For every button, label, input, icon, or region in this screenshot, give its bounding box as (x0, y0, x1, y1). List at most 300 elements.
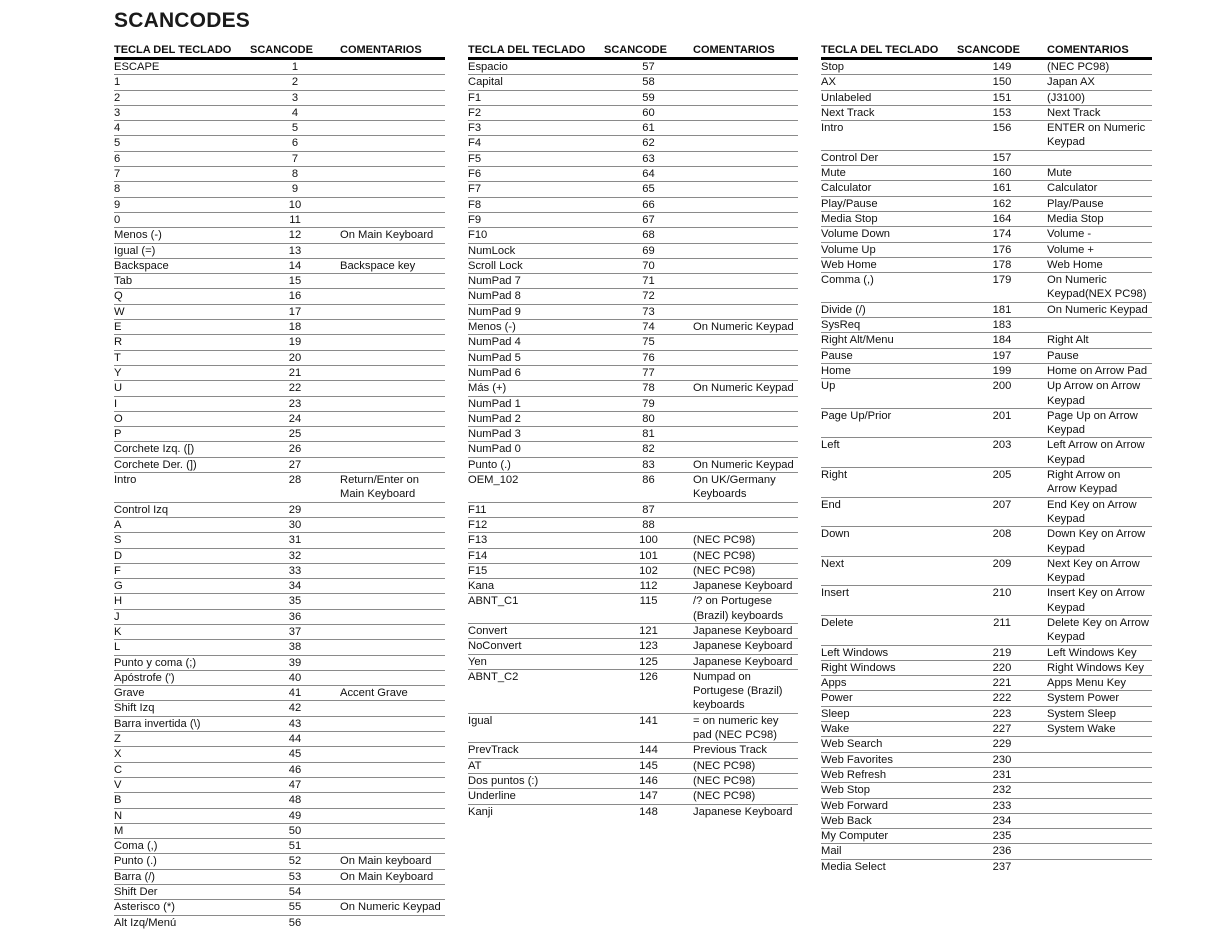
comment-cell (340, 381, 445, 395)
table-row (114, 397, 445, 412)
key-cell: Divide (/) (821, 303, 866, 316)
key-cell: My Computer (821, 830, 889, 843)
comment-cell (340, 701, 445, 715)
comment-cell: Insert Key on Arrow Keypad (1047, 587, 1145, 614)
table-row (821, 661, 1152, 676)
comment-cell (340, 442, 445, 456)
table-row (468, 624, 798, 639)
table-row (821, 722, 1152, 737)
page-title: SCANCODES (114, 9, 250, 32)
key-cell: End (821, 498, 841, 511)
comment-cell (1047, 829, 1152, 843)
table-row (114, 259, 445, 274)
comment-cell (340, 610, 445, 624)
table-row (468, 427, 798, 442)
key-cell: Igual (468, 714, 493, 727)
scancode-cell: 222 (992, 692, 1012, 705)
comment-cell (693, 228, 798, 242)
key-cell: I (114, 397, 118, 410)
comment-cell (340, 594, 445, 608)
comment-cell: Apps Menu Key (1047, 677, 1126, 690)
comment-cell: ENTER on Numeric Keypad (1047, 122, 1146, 149)
table-row (821, 691, 1152, 706)
comment-cell (340, 182, 445, 196)
scancode-cell: 125 (639, 655, 658, 668)
comment-cell (693, 289, 798, 303)
key-cell: Wake (821, 723, 850, 736)
comment-cell (693, 518, 798, 532)
comment-cell: On UK/Germany Keyboards (693, 474, 776, 501)
key-cell: E (114, 321, 122, 334)
table-row (821, 676, 1152, 691)
table-row (468, 136, 798, 151)
comment-cell (340, 640, 445, 654)
key-cell: Mail (821, 845, 842, 858)
comment-cell (340, 885, 445, 899)
table-row (821, 814, 1152, 829)
table-row (114, 549, 445, 564)
table-row (821, 258, 1152, 273)
scancode-cell: 229 (992, 738, 1012, 751)
table-row (114, 228, 445, 243)
comment-cell (1047, 737, 1152, 751)
comment-cell (693, 60, 798, 74)
key-cell: Up (821, 380, 836, 393)
table-row (468, 579, 798, 594)
scancode-cell: 102 (639, 564, 658, 577)
scancode-cell: 20 (288, 351, 302, 364)
scancode-cell: 63 (642, 152, 655, 165)
scancode-cell: 21 (288, 366, 302, 379)
table-row (114, 870, 445, 885)
table-row (114, 198, 445, 213)
table-row (821, 646, 1152, 661)
scancode-cell: 26 (288, 443, 302, 456)
key-cell: F14 (468, 549, 488, 562)
scancode-cell: 232 (992, 784, 1012, 797)
table-row (114, 518, 445, 533)
comment-cell: Accent Grave (340, 687, 408, 700)
scancode-cell: 219 (992, 646, 1012, 659)
scancode-cell: 25 (288, 428, 302, 441)
scancode-cell: 179 (992, 274, 1012, 287)
scancode-cell: 81 (642, 428, 655, 441)
table-row (468, 305, 798, 320)
comment-cell (693, 91, 798, 105)
key-cell: Grave (114, 687, 145, 700)
scancode-cell: 210 (992, 587, 1012, 600)
key-cell: Web Forward (821, 799, 888, 812)
table-row (821, 212, 1152, 227)
comment-cell (693, 182, 798, 196)
comment-cell (1047, 860, 1152, 874)
scancode-cell: 38 (288, 641, 302, 654)
key-cell: S (114, 534, 122, 547)
comment-cell: (NEC PC98) (1047, 61, 1110, 73)
comment-cell: Numpad on Portugese (Brazil) keyboards (693, 670, 783, 712)
table-row (114, 503, 445, 518)
key-cell: Z (114, 733, 121, 746)
key-cell: 3 (114, 106, 121, 119)
scancode-cell: 69 (642, 244, 655, 257)
scancode-cell: 100 (639, 534, 658, 547)
key-cell: ABNT_C1 (468, 595, 519, 608)
comment-cell (340, 656, 445, 670)
key-cell: Page Up/Prior (821, 409, 892, 422)
table-row (114, 366, 445, 381)
scancode-cell: 7 (291, 152, 299, 165)
table-row (114, 106, 445, 121)
key-cell: Dos puntos (:) (468, 774, 539, 787)
key-cell: F5 (468, 152, 482, 165)
scancode-cell: 9 (291, 183, 299, 196)
scancode-cell: 67 (642, 213, 655, 226)
key-cell: Más (+) (468, 382, 507, 395)
table-row (821, 753, 1152, 768)
scancode-table-2 (468, 42, 798, 819)
scancode-cell: 153 (992, 106, 1012, 119)
table-row (114, 305, 445, 320)
key-cell: W (114, 305, 125, 318)
table-row (821, 468, 1152, 498)
comment-cell (340, 366, 445, 380)
scancode-cell: 51 (288, 840, 302, 853)
scancode-cell: 162 (992, 197, 1012, 210)
comment-cell (693, 244, 798, 258)
key-cell: Web Home (821, 258, 877, 271)
comment-cell (693, 503, 798, 517)
table-row (114, 793, 445, 808)
comment-cell: Play/Pause (1047, 197, 1104, 210)
table-row (468, 743, 798, 758)
table-row (114, 564, 445, 579)
table-row (468, 670, 798, 714)
scancode-cell: 17 (288, 305, 302, 318)
comment-cell (340, 75, 445, 89)
scancode-cell: 16 (288, 290, 302, 303)
key-cell: NumPad 3 (468, 428, 521, 441)
table-row (821, 75, 1152, 90)
comment-cell (340, 763, 445, 777)
key-cell: Asterisco (*) (114, 901, 175, 914)
key-cell: N (114, 809, 123, 822)
header-scancode: SCANCODE (957, 44, 1020, 56)
scancode-cell: 18 (288, 321, 302, 334)
table-row (114, 458, 445, 473)
table-row (114, 136, 445, 151)
scancode-cell: 75 (642, 336, 655, 349)
table-row (468, 655, 798, 670)
table-row (821, 768, 1152, 783)
comment-cell (1047, 318, 1152, 332)
comment-cell (340, 427, 445, 441)
table-row (468, 228, 798, 243)
table-header (114, 42, 445, 60)
scancode-cell: 37 (288, 625, 302, 638)
comment-cell: Page Up on Arrow Keypad (1047, 409, 1138, 437)
table-row (114, 656, 445, 671)
table-row (821, 527, 1152, 557)
comment-cell: (NEC PC98) (693, 774, 756, 787)
scancode-cell: 156 (992, 122, 1012, 135)
table-row (114, 60, 445, 75)
header-key: TECLA DEL TECLADO (821, 44, 939, 56)
header-comments: COMENTARIOS (1047, 44, 1129, 56)
scancode-cell: 14 (288, 259, 302, 272)
key-cell: J (114, 610, 120, 623)
table-row (114, 335, 445, 350)
table-row (468, 121, 798, 136)
key-cell: Igual (=) (114, 244, 156, 257)
key-cell: Sleep (821, 707, 850, 720)
comment-cell (693, 121, 798, 135)
scancode-cell: 33 (288, 564, 302, 577)
comment-cell (340, 60, 445, 74)
scancode-cell: 227 (992, 723, 1012, 736)
scancode-cell: 62 (642, 137, 655, 150)
scancode-cell: 203 (992, 439, 1012, 452)
comment-cell: On Main Keyboard (340, 229, 434, 242)
table-header (821, 42, 1152, 60)
table-row (821, 498, 1152, 528)
scancode-cell: 74 (642, 321, 655, 334)
key-cell: NumPad 5 (468, 351, 521, 364)
table-row (821, 243, 1152, 258)
comment-cell (340, 412, 445, 426)
key-cell: PrevTrack (468, 744, 519, 757)
table-row (114, 701, 445, 716)
key-cell: Corchete Izq. ([) (114, 443, 195, 456)
comment-cell (1047, 753, 1152, 767)
comment-cell: Volume - (1047, 228, 1092, 241)
key-cell: Menos (-) (468, 321, 516, 334)
scancode-cell: 53 (288, 870, 302, 883)
table-row (821, 106, 1152, 121)
key-cell: NumPad 8 (468, 290, 521, 303)
comment-cell: (NEC PC98) (693, 790, 756, 803)
comment-cell: On Numeric Keypad (693, 458, 794, 471)
scancode-cell: 11 (289, 213, 301, 226)
scancode-cell: 157 (992, 151, 1012, 164)
key-cell: Espacio (468, 61, 508, 73)
comment-cell: On Numeric Keypad(NEX PC98) (1047, 274, 1147, 301)
table-row (114, 289, 445, 304)
comment-cell: Japanese Keyboard (693, 805, 793, 818)
key-cell: Kana (468, 580, 495, 593)
comment-cell (693, 167, 798, 181)
scancode-cell: 79 (642, 397, 655, 410)
scancode-cell: 5 (291, 122, 299, 135)
table-row (468, 412, 798, 427)
scancode-cell: 58 (642, 76, 655, 89)
table-row (468, 774, 798, 789)
table-row (821, 438, 1152, 468)
table-row (114, 473, 445, 503)
comment-cell (340, 136, 445, 150)
key-cell: Intro (821, 122, 844, 135)
key-cell: Left (821, 439, 840, 452)
table-row (821, 783, 1152, 798)
scancode-cell: 6 (291, 137, 299, 150)
table-row (821, 737, 1152, 752)
comment-cell: Home on Arrow Pad (1047, 364, 1148, 377)
scancode-cell: 47 (288, 778, 302, 791)
scancode-cell: 73 (642, 305, 655, 318)
comment-cell: (NEC PC98) (693, 534, 756, 547)
key-cell: X (114, 748, 122, 761)
table-row (114, 900, 445, 915)
table-row (114, 885, 445, 900)
scancode-cell: 65 (642, 183, 655, 196)
key-cell: G (114, 580, 123, 593)
comment-cell (693, 397, 798, 411)
comment-cell (340, 91, 445, 105)
table-header (468, 42, 798, 60)
table-row (114, 427, 445, 442)
table-row (468, 549, 798, 564)
table-row (821, 60, 1152, 75)
table-row (468, 366, 798, 381)
scancode-cell: 77 (642, 366, 655, 379)
scancode-cell: 112 (639, 580, 658, 593)
comment-cell (693, 213, 798, 227)
comment-cell: Left Windows Key (1047, 646, 1137, 659)
scancode-cell: 44 (288, 733, 302, 746)
table-row (468, 397, 798, 412)
scancode-cell: 22 (288, 382, 302, 395)
scancode-cell: 221 (992, 677, 1012, 690)
key-cell: NumPad 0 (468, 443, 521, 456)
table-row (821, 181, 1152, 196)
scancode-cell: 146 (639, 774, 658, 787)
scancode-cell: 12 (288, 229, 302, 242)
key-cell: Y (114, 366, 122, 379)
comment-cell (340, 518, 445, 532)
table-row (821, 227, 1152, 242)
scancode-cell: 48 (288, 794, 302, 807)
scancode-cell: 184 (992, 334, 1012, 347)
table-row (114, 167, 445, 182)
key-cell: Right Windows (821, 661, 896, 674)
key-cell: ESCAPE (114, 61, 160, 73)
key-cell: 9 (114, 198, 121, 211)
comment-cell (340, 916, 445, 930)
scancode-cell: 237 (992, 860, 1012, 873)
key-cell: F10 (468, 229, 488, 242)
key-cell: Punto (.) (114, 855, 157, 868)
scancode-table-3 (821, 42, 1152, 874)
key-cell: Control Der (821, 151, 879, 164)
comment-cell (693, 442, 798, 456)
comment-cell (693, 106, 798, 120)
key-cell: Stop (821, 61, 845, 73)
comment-cell (340, 106, 445, 120)
key-cell: F (114, 564, 121, 577)
comment-cell (340, 458, 445, 472)
comment-cell: Left Arrow on Arrow Keypad (1047, 439, 1145, 466)
table-row (114, 412, 445, 427)
comment-cell (340, 732, 445, 746)
scancode-cell: 46 (288, 763, 302, 776)
comment-cell (340, 198, 445, 212)
comment-cell: On Numeric Keypad (1047, 303, 1148, 316)
table-row (114, 640, 445, 655)
key-cell: Apps (821, 677, 847, 690)
comment-cell (340, 671, 445, 685)
table-row (821, 409, 1152, 439)
comment-cell: Japanese Keyboard (693, 580, 793, 593)
scancode-cell: 4 (291, 106, 299, 119)
key-cell: Web Favorites (821, 753, 893, 766)
table-row (114, 152, 445, 167)
scancode-cell: 27 (288, 458, 302, 471)
comment-cell (340, 213, 445, 227)
comment-cell: Right Arrow on Arrow Keypad (1047, 469, 1121, 496)
comment-cell (1047, 844, 1152, 858)
key-cell: Down (821, 528, 850, 541)
comment-cell: Delete Key on Arrow Keypad (1047, 616, 1149, 644)
key-cell: Barra (/) (114, 870, 156, 883)
table-row (821, 616, 1152, 646)
scancode-cell: 160 (992, 167, 1012, 180)
table-row (468, 458, 798, 473)
key-cell: V (114, 778, 122, 791)
key-cell: Shift Der (114, 886, 158, 899)
key-cell: Next (821, 557, 845, 570)
key-cell: Web Search (821, 738, 883, 751)
key-cell: A (114, 518, 122, 531)
comment-cell (340, 533, 445, 547)
scancode-cell: 211 (993, 616, 1011, 629)
table-row (114, 121, 445, 136)
scancode-cell: 123 (639, 640, 658, 653)
scancode-cell: 72 (642, 290, 655, 303)
key-cell: Shift Izq (114, 702, 155, 715)
key-cell: Intro (114, 474, 137, 487)
comment-cell: (NEC PC98) (693, 564, 756, 577)
scancode-cell: 82 (642, 443, 655, 456)
table-row (468, 473, 798, 503)
comment-cell (340, 793, 445, 807)
comment-cell (693, 75, 798, 89)
table-row (468, 594, 798, 624)
key-cell: Corchete Der. (]) (114, 458, 197, 471)
scancode-cell: 207 (992, 498, 1012, 511)
scancode-cell: 178 (992, 258, 1012, 271)
key-cell: Web Refresh (821, 768, 887, 781)
key-cell: Yen (468, 655, 487, 668)
scancode-cell: 181 (992, 303, 1012, 316)
scancode-cell: 8 (291, 168, 299, 181)
scancode-cell: 71 (642, 275, 655, 288)
comment-cell (340, 717, 445, 731)
key-cell: 8 (114, 183, 121, 196)
table-row (468, 759, 798, 774)
scancode-cell: 144 (639, 744, 658, 757)
comment-cell (693, 366, 798, 380)
comment-cell: Media Stop (1047, 212, 1104, 225)
scancode-cell: 174 (992, 228, 1012, 241)
key-cell: L (114, 641, 121, 654)
key-cell: OEM_102 (468, 474, 519, 487)
comment-cell: On Numeric Keypad (693, 382, 794, 395)
key-cell: AT (468, 759, 482, 772)
scancode-cell: 54 (288, 886, 302, 899)
key-cell: Kanji (468, 805, 493, 818)
comment-cell (340, 778, 445, 792)
key-cell: Barra invertida (\) (114, 717, 201, 730)
comment-cell: Volume + (1047, 243, 1094, 256)
